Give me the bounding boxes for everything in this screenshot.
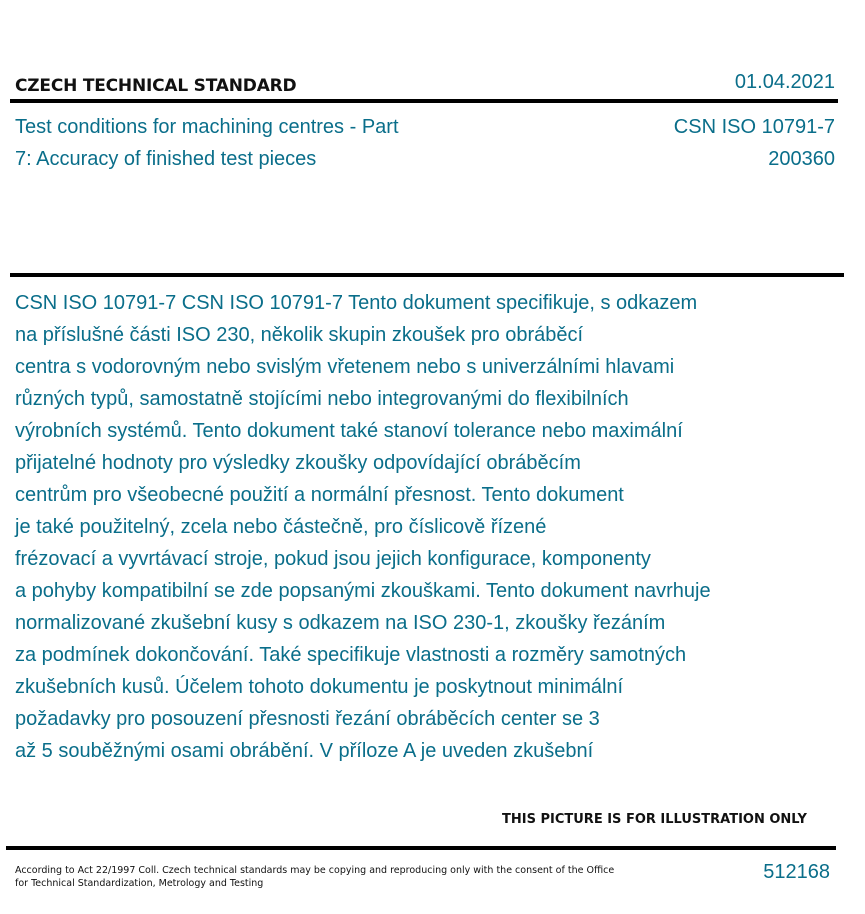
abstract-line: na příslušné části ISO 230, několik skupin zkoušek pro obráběcí xyxy=(15,324,584,346)
document-abstract xyxy=(15,287,805,767)
abstract-line: frézovací a vyvrtávací stroje, pokud jsou jejich konfigurace, komponenty xyxy=(15,548,651,570)
abstract-line: normalizované zkušební kusy s odkazem na ISO 230-1, zkoušky řezáním xyxy=(15,612,666,634)
legal-notice-line: for Technical Standardization, Metrology and Testing xyxy=(15,878,264,889)
document-title-line-2: 7: Accuracy of finished test pieces xyxy=(15,148,317,170)
abstract-line: různých typů, samostatně stojícími nebo integrovanými do flexibilních xyxy=(15,388,629,410)
abstract-line: za podmínek dokončování. Také specifikuje vlastnosti a rozměry samotných xyxy=(15,644,687,666)
abstract-line: centrům pro všeobecné použití a normální přesnost. Tento dokument xyxy=(15,484,624,506)
catalog-number: 200360 xyxy=(768,148,835,170)
abstract-line: zkušebních kusů. Účelem tohoto dokumentu je poskytnout minimální xyxy=(15,676,624,698)
header-divider xyxy=(10,99,838,103)
document-title-line-1: Test conditions for machining centres - Part xyxy=(15,116,399,138)
standard-header-title: CZECH TECHNICAL STANDARD xyxy=(15,76,297,96)
legal-notice-line: According to Act 22/1997 Coll. Czech technical standards may be copying and reproducing only with the consent of the Office xyxy=(15,865,615,876)
abstract-line: výrobních systémů. Tento dokument také stanoví tolerance nebo maximální xyxy=(15,420,683,442)
abstract-line: požadavky pro posouzení přesnosti řezání obráběcích center se 3 xyxy=(15,708,600,730)
legal-notice xyxy=(15,864,615,890)
abstract-line: až 5 souběžnými osami obrábění. V příloze A je uveden zkušební xyxy=(15,740,594,762)
illustration-disclaimer: THIS PICTURE IS FOR ILLUSTRATION ONLY xyxy=(502,812,807,827)
abstract-line: a pohyby kompatibilní se zde popsanými zkouškami. Tento dokument navrhuje xyxy=(15,580,711,602)
title-divider xyxy=(10,273,844,277)
abstract-line: CSN ISO 10791-7 CSN ISO 10791-7 Tento dokument specifikuje, s odkazem xyxy=(15,292,698,314)
publication-date: 01.04.2021 xyxy=(734,71,835,93)
abstract-line: centra s vodorovným nebo svislým vřetenem nebo s univerzálními hlavami xyxy=(15,356,675,378)
abstract-line: přijatelné hodnoty pro výsledky zkoušky odpovídající obráběcím xyxy=(15,452,581,474)
footer-divider xyxy=(6,846,836,850)
footer-product-number: 512168 xyxy=(763,861,830,883)
standard-number: CSN ISO 10791-7 xyxy=(673,116,835,138)
abstract-line: je také použitelný, zcela nebo částečně, pro číslicově řízené xyxy=(15,516,547,538)
